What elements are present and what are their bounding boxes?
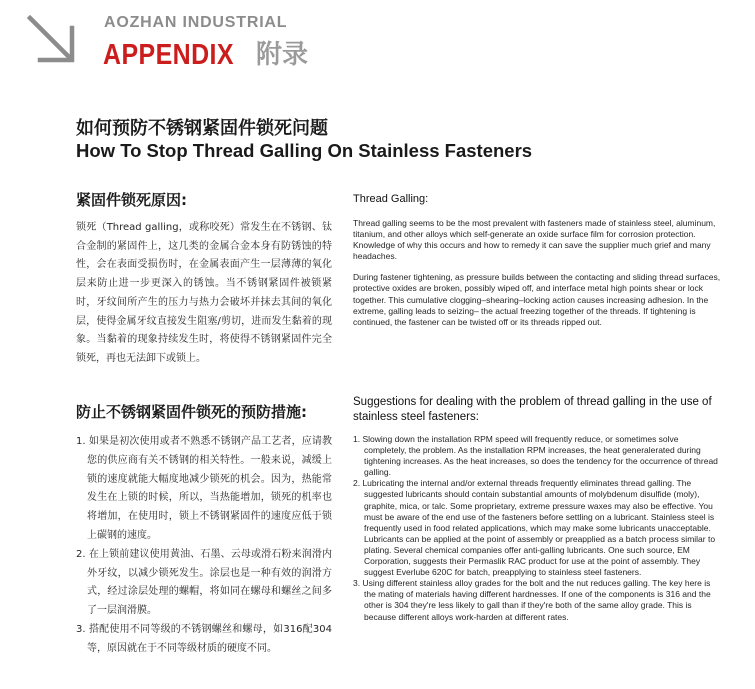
prevent-section-cn	[76, 401, 332, 659]
list-item: 2. 在上锁前建议使用黄油、石墨、云母或滑石粉来润滑内外牙纹，以减少锁死发生。涂层也是一种有效的润滑方式，经过涂层处理的螺帽，将如同在螺母和螺丝之间多了一层润滑膜。	[76, 548, 332, 617]
cause-heading-cn: 紧固件锁死原因:	[76, 191, 187, 209]
prevent-heading-cn: 防止不锈钢紧固件锁死的预防措施:	[76, 403, 308, 421]
company-name: AOZHAN INDUSTRIAL	[104, 14, 288, 31]
suggest-heading-en: Suggestions for dealing with the problem of thread galling in the use of stainless steel fasteners:	[353, 396, 712, 423]
prevent-list-cn	[76, 433, 332, 659]
cause-section-cn	[76, 189, 332, 369]
suggest-section-en	[353, 395, 721, 623]
list-item: 3. Using different stainless alloy grades for the bolt and the nut reduces galling. The key here is the mating of materials having different hardnesses. If one of the components is 316 and the other is 304 they're less likely to gall than if they're both of the same alloy grade. This is because different alloys work-harden at different rates.	[353, 578, 711, 622]
galling-paragraph-1: Thread galling seems to be the most prevalent with fasteners made of stainless steel, aluminum, titanium, and other alloys which self-generate an oxide surface film for corrosion protection. Knowledge of why this occurs and how to remedy it can save the supplier much grief and many headaches.	[353, 218, 716, 262]
section-title-cn: 附录	[256, 40, 309, 70]
list-item: 1. 如果是初次使用或者不熟悉不锈钢产品工艺者，应请教您的供应商有关不锈钢的相关特性。一般来说，减缓上锁的速度就能大幅度地减少锁死的机会。因为，热能常发生在上锁的时候，所以，当热能增加，锁死的机率也将增加，在使用时，锁上不锈钢紧固件的速度应低于锁上碳钢的速度。	[76, 436, 332, 541]
diagonal-arrow-icon	[26, 14, 78, 66]
list-item: 3. 搭配使用不同等级的不锈钢螺丝和螺母，如316配304等，原因就在于不同等级材质的硬度不同。	[76, 623, 332, 654]
list-item: 1. Slowing down the installation RPM speed will frequently reduce, or sometimes solve completely, the problem. As the installation RPM increases, the heat generalerated during tightening increases. As the heat increases, so does the tendency for the occurrence of thread galling.	[353, 434, 718, 478]
suggest-list-en	[353, 434, 721, 623]
galling-section-en	[353, 193, 721, 338]
page-title-cn: 如何预防不锈钢紧固件锁死问题	[76, 118, 328, 139]
galling-paragraph-2: During fastener tightening, as pressure builds between the contacting and sliding thread surfaces, protective oxides are broken, possibly wiped off, and interface metal high points shear or lock together. This cumulative clogging–shearing–locking action causes increasing adhesion. In the extreme, galling leads to seizing– the actual freezing together of the threads. If tightening is continued, the fastener can be twisted off or its threads ripped out.	[353, 272, 721, 327]
section-title-en: APPENDIX	[103, 39, 234, 71]
page-title-en: How To Stop Thread Galling On Stainless Fasteners	[76, 140, 533, 161]
galling-heading-en: Thread Galling:	[353, 193, 429, 205]
cause-paragraph-cn: 锁死（Thread galling，或称咬死）常发生在不锈钢、钛合金制的紧固件上，这几类的金属合金本身有防锈蚀的特性，会在表面受损伤时，在金属表面产生一层薄薄的氧化层来防止进一步更深入的锈蚀。当不锈钢紧固件被锁紧时，牙纹间所产生的压力与热力会破坏并抹去其间的氧化层，使得金属牙纹直接发生阻塞/剪切，进而发生黏着的现象。当黏着的现象持续发生时，将使得不锈钢紧固件完全锁死，再也无法卸下或锁上。	[76, 222, 332, 364]
list-item: 2. Lubricating the internal and/or external threads frequently eliminates thread galling. The suggested lubricants should contain substantial amounts of molybdenum disulfide (moly), graphite, mica, or talc. Some proprietary, extreme pressure waxes may also be effective. You must be aware of the end use of the fasteners before settling on a lubricant. Stainless steel is frequently used in food related applications, which may make some lubricants unacceptable. Lubricants can be applied at the point of assembly or preapplied as a batch process similar to plating. Several chemical companies offer anti-galling lubricants. One such source, EM Corporation, suggests their Permaslik RAC product for use at the point of assembly. They suggest Everlube 620C for batch, preapplying to stainless steel fasteners.	[353, 478, 716, 578]
